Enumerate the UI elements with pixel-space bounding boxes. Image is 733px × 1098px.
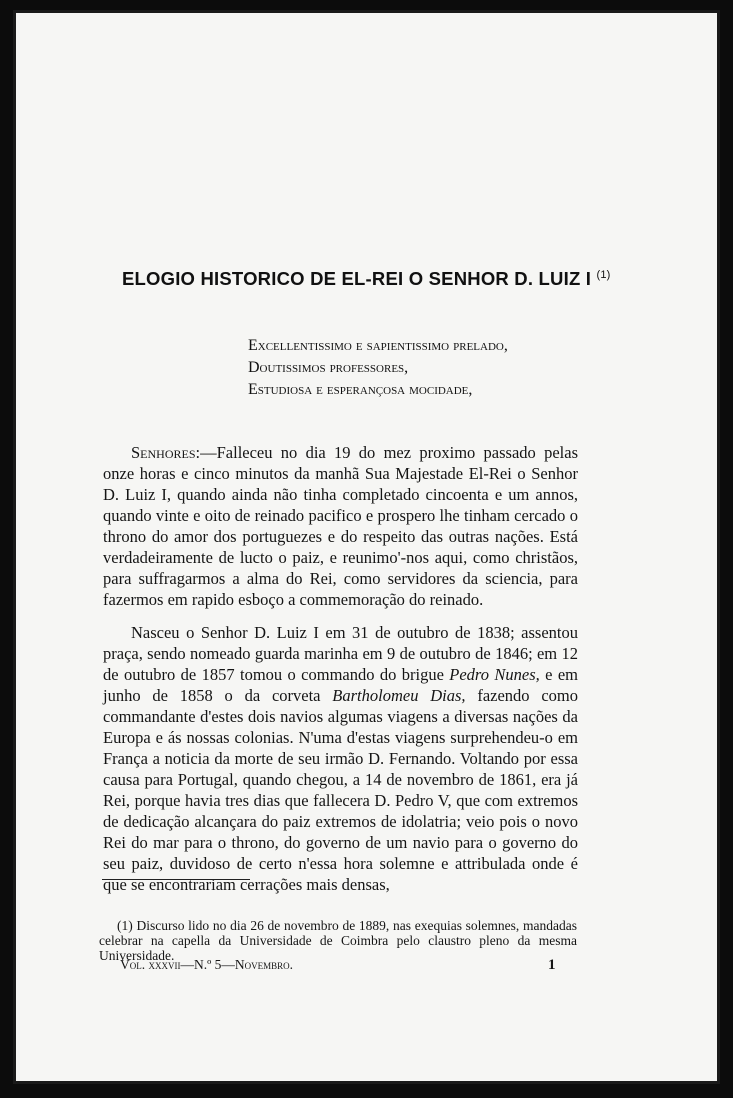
salutation-line: Excellentissimo e sapientissimo prelado, <box>248 337 508 354</box>
salutation-line: Doutissimos professores, <box>248 359 409 376</box>
footnote: (1) Discurso lido no dia 26 de novembro de 1889, nas exequias solemnes, mandadas celebrar na capella da Universidade de Coimbra pelo claustro pleno da mesma Universidade. <box>99 917 577 963</box>
paragraph-biography <box>103 622 578 895</box>
ship-name: Bartholomeu Dias, <box>332 685 466 705</box>
salutation-line: Estudiosa e esperançosa mocidade, <box>248 381 473 398</box>
paragraph-opening <box>103 442 578 610</box>
footnote-divider <box>102 879 250 880</box>
address-lead: Senhores: <box>131 442 201 462</box>
page-title <box>122 268 611 290</box>
page-number: 1 <box>548 957 556 973</box>
paragraph-text: Nasceu o Senhor D. Luiz I em 31 de outubro de 1838; assentou praça, sendo nomeado guarda marinha em 9 de outubro de 1846; em 12 de outubro de 1857 tomou o commando do brigue <box>103 622 578 684</box>
volume-line: Vol. xxxvii—N.º 5—Novembro. <box>120 957 294 972</box>
document-page <box>13 10 720 1084</box>
salutation-block <box>248 335 508 401</box>
ship-name: Pedro Nunes, <box>449 664 540 684</box>
paragraph-text: fazendo como commandante d'estes dois navios algumas viagens a diversas nações da Europa e ás nossas colonias. N'uma d'estas viagens surprehendeu-o em França a noticia da morte de seu irmão D. Fernando. Voltando por essa causa para Portugal, quando chegou, a 14 de novembro de 1861, era já Rei, porque havia tres dias que fallecera D. Pedro V, que com extremos de dedicação alcançara do paiz extremos de idolatria; veio pois o novo Rei do mar para o throno, do governo de um navio para o governo do seu paiz, duvidoso de certo n'essa hora solemne e attribulada onde é que se encontrariam cerrações mais densas, <box>103 685 578 894</box>
title-text: ELOGIO HISTORICO DE EL-REI O SENHOR D. LUIZ I <box>122 268 592 289</box>
paragraph-text: —Falleceu no dia 19 do mez proximo passado pelas onze horas e cinco minutos da manhã Sua Majestade El-Rei o Senhor D. Luiz I, quando ainda não tinha completado cincoenta e um annos, quando vinte e oito de reinado pacifico e prospero lhe tinham cercado o throno do amor dos portuguezes e do respeito das outras nações. Está verdadeiramente de lucto o paiz, e reunimo'-nos aqui, como christãos, para suffragarmos a alma do Rei, como servidores da sciencia, para fazermos em rapido esboço a commemoração do reinado. <box>103 442 578 609</box>
title-footnote-marker: (1) <box>596 269 611 281</box>
paragraph-text: e em junho de 1858 o da corveta <box>103 664 578 705</box>
